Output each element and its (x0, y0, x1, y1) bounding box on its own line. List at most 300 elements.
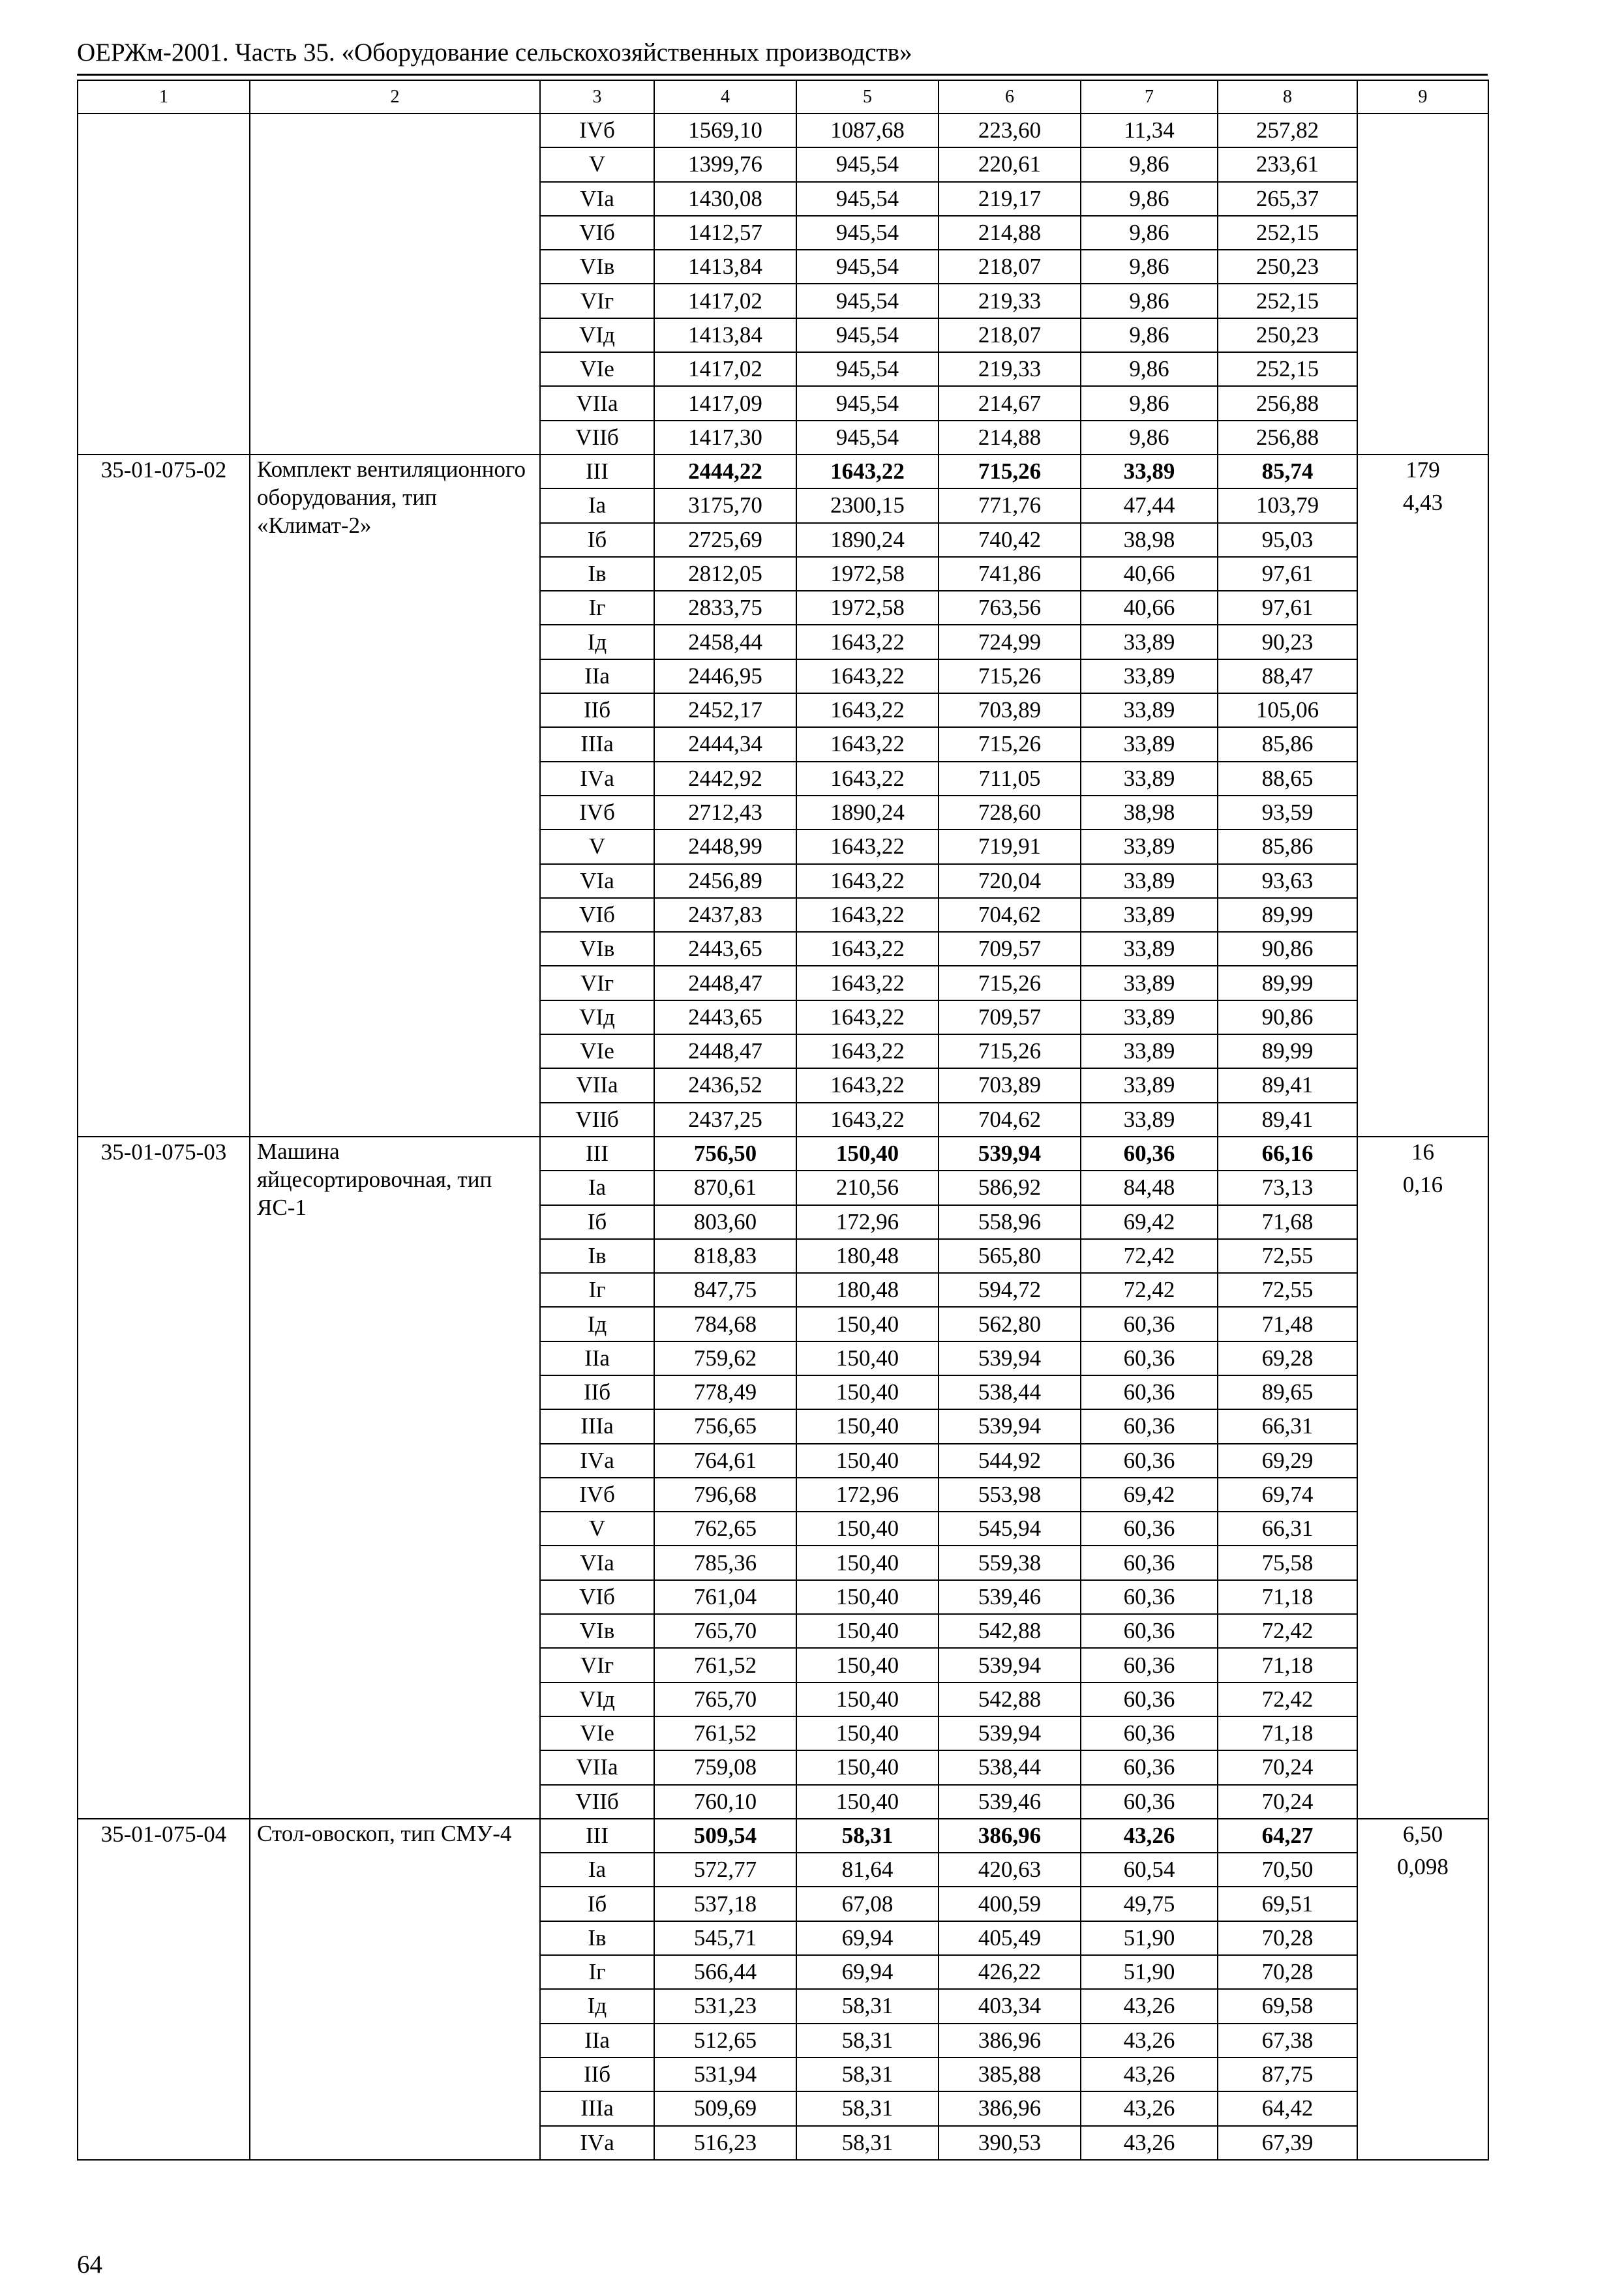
value-cell: 1643,22 (796, 1000, 939, 1034)
value-cell: 2443,65 (654, 932, 796, 966)
value-cell: 43,26 (1081, 1819, 1218, 1853)
value-cell: 386,96 (939, 2024, 1081, 2057)
value-cell: 172,96 (796, 1205, 939, 1239)
value-cell: 539,46 (939, 1785, 1081, 1819)
value-cell: 150,40 (796, 1648, 939, 1682)
value-cell: 2437,83 (654, 898, 796, 932)
zone-cell: VIе (540, 1034, 654, 1068)
value-cell: 945,54 (796, 182, 939, 216)
value-cell: 33,89 (1081, 830, 1218, 863)
value-cell: 796,68 (654, 1478, 796, 1512)
extra-value: 0,16 (1402, 1172, 1443, 1198)
value-cell: 150,40 (796, 1716, 939, 1750)
value-cell: 150,40 (796, 1785, 939, 1819)
item-name: Машина яйцесортировочная, тип ЯС-1 (250, 1137, 540, 1819)
value-cell: 250,23 (1218, 250, 1357, 284)
value-cell: 945,54 (796, 318, 939, 352)
value-cell: 38,98 (1081, 796, 1218, 830)
value-cell: 1417,30 (654, 421, 796, 455)
value-cell: 60,36 (1081, 1307, 1218, 1341)
value-cell: 70,28 (1218, 1955, 1357, 1989)
value-cell: 539,94 (939, 1409, 1081, 1443)
zone-cell: IIа (540, 659, 654, 693)
value-cell: 69,42 (1081, 1205, 1218, 1239)
value-cell: 60,36 (1081, 1341, 1218, 1375)
value-cell: 69,94 (796, 1955, 939, 1989)
zone-cell: VIIб (540, 1103, 654, 1137)
value-cell: 66,16 (1218, 1137, 1357, 1171)
value-cell: 84,48 (1081, 1171, 1218, 1204)
value-cell: 562,80 (939, 1307, 1081, 1341)
value-cell: 516,23 (654, 2126, 796, 2160)
value-cell: 90,86 (1218, 932, 1357, 966)
value-cell: 2300,15 (796, 488, 939, 522)
column-number-cell: 9 (1357, 80, 1488, 113)
value-cell: 538,44 (939, 1375, 1081, 1409)
zone-cell: V (540, 147, 654, 181)
zone-cell: Iв (540, 1921, 654, 1955)
table-row (78, 1137, 1488, 1171)
value-cell: 58,31 (796, 1989, 939, 2023)
value-cell: 803,60 (654, 1205, 796, 1239)
value-cell: 49,75 (1081, 1887, 1218, 1921)
value-cell: 93,63 (1218, 864, 1357, 898)
value-cell: 2443,65 (654, 1000, 796, 1034)
value-cell: 40,66 (1081, 557, 1218, 591)
value-cell: 586,92 (939, 1171, 1081, 1204)
value-cell: 945,54 (796, 250, 939, 284)
item-code: 35-01-075-02 (78, 455, 250, 1137)
value-cell: 715,26 (939, 966, 1081, 1000)
value-cell: 385,88 (939, 2057, 1081, 2091)
value-cell: 150,40 (796, 1409, 939, 1443)
value-cell: 69,94 (796, 1921, 939, 1955)
value-cell: 2458,44 (654, 625, 796, 659)
value-cell: 60,36 (1081, 1512, 1218, 1546)
zone-cell: V (540, 830, 654, 863)
value-cell: 72,55 (1218, 1273, 1357, 1307)
value-cell: 1643,22 (796, 830, 939, 863)
value-cell: 70,24 (1218, 1750, 1357, 1784)
value-cell: 1417,02 (654, 352, 796, 386)
value-cell: 594,72 (939, 1273, 1081, 1307)
value-cell: 33,89 (1081, 659, 1218, 693)
value-cell: 558,96 (939, 1205, 1081, 1239)
value-cell: 71,18 (1218, 1716, 1357, 1750)
value-cell: 71,48 (1218, 1307, 1357, 1341)
value-cell: 33,89 (1081, 455, 1218, 488)
value-cell: 256,88 (1218, 386, 1357, 420)
value-cell: 72,42 (1218, 1614, 1357, 1648)
value-cell: 33,89 (1081, 1068, 1218, 1102)
value-cell: 33,89 (1081, 1000, 1218, 1034)
zone-cell: III (540, 455, 654, 488)
item-name: Стол-овоскоп, тип СМУ-4 (250, 1819, 540, 2160)
value-cell: 60,36 (1081, 1648, 1218, 1682)
value-cell: 2444,22 (654, 455, 796, 488)
value-cell: 60,36 (1081, 1716, 1218, 1750)
value-cell: 1972,58 (796, 557, 939, 591)
value-cell: 257,82 (1218, 113, 1357, 147)
zone-cell: VIб (540, 216, 654, 250)
value-cell: 11,34 (1081, 113, 1218, 147)
value-cell: 2448,99 (654, 830, 796, 863)
value-cell: 252,15 (1218, 352, 1357, 386)
table-row (78, 113, 1488, 147)
value-cell: 704,62 (939, 1103, 1081, 1137)
value-cell: 252,15 (1218, 216, 1357, 250)
value-cell: 945,54 (796, 147, 939, 181)
value-cell: 88,47 (1218, 659, 1357, 693)
value-cell: 544,92 (939, 1444, 1081, 1478)
value-cell: 740,42 (939, 523, 1081, 557)
value-cell: 945,54 (796, 216, 939, 250)
value-cell: 763,56 (939, 591, 1081, 625)
value-cell: 60,36 (1081, 1137, 1218, 1171)
value-cell: 60,36 (1081, 1444, 1218, 1478)
zone-cell: Iв (540, 1239, 654, 1273)
value-cell: 150,40 (796, 1683, 939, 1716)
value-cell: 81,64 (796, 1853, 939, 1887)
zone-cell: IVа (540, 1444, 654, 1478)
value-cell: 405,49 (939, 1921, 1081, 1955)
value-cell: 9,86 (1081, 386, 1218, 420)
zone-cell: VIд (540, 1683, 654, 1716)
value-cell: 103,79 (1218, 488, 1357, 522)
value-cell: 390,53 (939, 2126, 1081, 2160)
value-cell: 71,18 (1218, 1580, 1357, 1614)
zone-cell: Iг (540, 1955, 654, 1989)
value-cell: 1413,84 (654, 318, 796, 352)
value-cell: 2436,52 (654, 1068, 796, 1102)
value-cell: 180,48 (796, 1273, 939, 1307)
zone-cell: VIв (540, 1614, 654, 1648)
value-cell: 1643,22 (796, 762, 939, 796)
zone-cell: Iа (540, 1171, 654, 1204)
value-cell: 715,26 (939, 455, 1081, 488)
zone-cell: IVа (540, 762, 654, 796)
value-cell: 1643,22 (796, 693, 939, 727)
zone-cell: IIа (540, 2024, 654, 2057)
value-cell: 66,31 (1218, 1512, 1357, 1546)
value-cell: 1087,68 (796, 113, 939, 147)
value-cell: 715,26 (939, 659, 1081, 693)
value-cell: 60,36 (1081, 1580, 1218, 1614)
value-cell: 72,42 (1081, 1239, 1218, 1273)
value-cell: 72,42 (1081, 1273, 1218, 1307)
value-cell: 33,89 (1081, 625, 1218, 659)
value-cell: 265,37 (1218, 182, 1357, 216)
value-cell: 60,36 (1081, 1546, 1218, 1579)
value-cell: 761,52 (654, 1716, 796, 1750)
value-cell: 9,86 (1081, 421, 1218, 455)
value-cell: 2725,69 (654, 523, 796, 557)
value-cell: 214,67 (939, 386, 1081, 420)
value-cell: 1890,24 (796, 523, 939, 557)
value-cell: 1417,02 (654, 284, 796, 318)
value-cell: 426,22 (939, 1955, 1081, 1989)
value-cell: 771,76 (939, 488, 1081, 522)
value-cell: 1643,22 (796, 1103, 939, 1137)
extra-value: 4,43 (1402, 490, 1443, 516)
value-cell: 60,36 (1081, 1614, 1218, 1648)
value-cell: 72,55 (1218, 1239, 1357, 1273)
zone-cell: Iд (540, 1989, 654, 2023)
value-cell: 58,31 (796, 2057, 939, 2091)
value-cell: 9,86 (1081, 147, 1218, 181)
value-cell: 223,60 (939, 113, 1081, 147)
price-table (77, 80, 1489, 2161)
zone-cell: IIIа (540, 2091, 654, 2125)
value-cell: 75,58 (1218, 1546, 1357, 1579)
column-number-cell: 3 (540, 80, 654, 113)
column-number-cell: 4 (654, 80, 796, 113)
zone-cell: Iд (540, 625, 654, 659)
value-cell: 71,18 (1218, 1648, 1357, 1682)
value-cell: 1430,08 (654, 182, 796, 216)
value-cell: 704,62 (939, 898, 1081, 932)
value-cell: 97,61 (1218, 557, 1357, 591)
value-cell: 703,89 (939, 693, 1081, 727)
column-number-cell: 8 (1218, 80, 1357, 113)
value-cell: 1399,76 (654, 147, 796, 181)
value-cell: 89,41 (1218, 1068, 1357, 1102)
zone-cell: VIа (540, 1546, 654, 1579)
zone-cell: VIг (540, 966, 654, 1000)
value-cell: 51,90 (1081, 1955, 1218, 1989)
value-cell: 66,31 (1218, 1409, 1357, 1443)
value-cell: 539,46 (939, 1580, 1081, 1614)
value-cell: 33,89 (1081, 932, 1218, 966)
value-cell: 531,94 (654, 2057, 796, 2091)
value-cell: 71,68 (1218, 1205, 1357, 1239)
value-cell: 60,36 (1081, 1785, 1218, 1819)
value-cell: 765,70 (654, 1614, 796, 1648)
value-cell: 545,94 (939, 1512, 1081, 1546)
value-cell: 9,86 (1081, 182, 1218, 216)
extra-value: 16 (1411, 1139, 1434, 1165)
value-cell: 60,36 (1081, 1409, 1218, 1443)
zone-cell: Iа (540, 1853, 654, 1887)
value-cell: 150,40 (796, 1375, 939, 1409)
value-cell: 73,13 (1218, 1171, 1357, 1204)
zone-cell: IVб (540, 796, 654, 830)
value-cell: 85,86 (1218, 727, 1357, 761)
zone-cell: Iг (540, 591, 654, 625)
zone-cell: IVа (540, 2126, 654, 2160)
value-cell: 1417,09 (654, 386, 796, 420)
value-cell: 33,89 (1081, 864, 1218, 898)
value-cell: 565,80 (939, 1239, 1081, 1273)
value-cell: 709,57 (939, 932, 1081, 966)
value-cell: 512,65 (654, 2024, 796, 2057)
zone-cell: VIе (540, 352, 654, 386)
value-cell: 1972,58 (796, 591, 939, 625)
value-cell: 759,08 (654, 1750, 796, 1784)
value-cell: 1643,22 (796, 1068, 939, 1102)
value-cell: 711,05 (939, 762, 1081, 796)
value-cell: 778,49 (654, 1375, 796, 1409)
zone-cell: Iа (540, 488, 654, 522)
value-cell: 539,94 (939, 1341, 1081, 1375)
value-cell: 703,89 (939, 1068, 1081, 1102)
item-code: 35-01-075-03 (78, 1137, 250, 1819)
zone-cell: VIб (540, 898, 654, 932)
value-cell: 70,50 (1218, 1853, 1357, 1887)
value-cell: 756,65 (654, 1409, 796, 1443)
value-cell: 90,23 (1218, 625, 1357, 659)
value-cell: 219,33 (939, 284, 1081, 318)
value-cell: 89,65 (1218, 1375, 1357, 1409)
value-cell: 97,61 (1218, 591, 1357, 625)
zone-cell: VIIа (540, 1068, 654, 1102)
value-cell: 58,31 (796, 2024, 939, 2057)
value-cell: 1643,22 (796, 966, 939, 1000)
value-cell: 2442,92 (654, 762, 796, 796)
header-rule (77, 74, 1488, 76)
value-cell: 43,26 (1081, 1989, 1218, 2023)
column-number-cell: 7 (1081, 80, 1218, 113)
value-cell: 33,89 (1081, 1103, 1218, 1137)
value-cell: 9,86 (1081, 250, 1218, 284)
value-cell: 51,90 (1081, 1921, 1218, 1955)
extra-value: 6,50 (1402, 1821, 1443, 1847)
value-cell: 150,40 (796, 1307, 939, 1341)
value-cell: 386,96 (939, 1819, 1081, 1853)
zone-cell: IVб (540, 1478, 654, 1512)
value-cell: 67,38 (1218, 2024, 1357, 2057)
zone-cell: Iг (540, 1273, 654, 1307)
value-cell: 1643,22 (796, 625, 939, 659)
item-name (250, 113, 540, 455)
value-cell: 33,89 (1081, 727, 1218, 761)
value-cell: 180,48 (796, 1239, 939, 1273)
zone-cell: IIб (540, 1375, 654, 1409)
zone-cell: IVб (540, 113, 654, 147)
value-cell: 9,86 (1081, 318, 1218, 352)
zone-cell: III (540, 1819, 654, 1853)
zone-cell: VIб (540, 1580, 654, 1614)
zone-cell: IIб (540, 693, 654, 727)
value-cell: 1643,22 (796, 932, 939, 966)
value-cell: 509,54 (654, 1819, 796, 1853)
extra-cell (1357, 113, 1488, 455)
value-cell: 542,88 (939, 1614, 1081, 1648)
value-cell: 386,96 (939, 2091, 1081, 2125)
zone-cell: VIд (540, 1000, 654, 1034)
value-cell: 2812,05 (654, 557, 796, 591)
column-number-row (78, 80, 1488, 113)
value-cell: 69,51 (1218, 1887, 1357, 1921)
item-name: Комплект вентиляционного оборудования, тип «Климат-2» (250, 455, 540, 1137)
value-cell: 33,89 (1081, 762, 1218, 796)
value-cell: 150,40 (796, 1614, 939, 1648)
value-cell: 1643,22 (796, 455, 939, 488)
value-cell: 220,61 (939, 147, 1081, 181)
item-code: 35-01-075-04 (78, 1819, 250, 2160)
value-cell: 2448,47 (654, 1034, 796, 1068)
value-cell: 818,83 (654, 1239, 796, 1273)
value-cell: 64,27 (1218, 1819, 1357, 1853)
zone-cell: VIв (540, 250, 654, 284)
value-cell: 403,34 (939, 1989, 1081, 2023)
value-cell: 566,44 (654, 1955, 796, 1989)
value-cell: 40,66 (1081, 591, 1218, 625)
value-cell: 559,38 (939, 1546, 1081, 1579)
zone-cell: VIа (540, 182, 654, 216)
value-cell: 33,89 (1081, 966, 1218, 1000)
zone-cell: VIIа (540, 386, 654, 420)
value-cell: 38,98 (1081, 523, 1218, 557)
value-cell: 60,36 (1081, 1375, 1218, 1409)
value-cell: 150,40 (796, 1580, 939, 1614)
table-row (78, 455, 1488, 488)
value-cell: 214,88 (939, 421, 1081, 455)
value-cell: 43,26 (1081, 2126, 1218, 2160)
value-cell: 545,71 (654, 1921, 796, 1955)
column-number-cell: 5 (796, 80, 939, 113)
value-cell: 69,42 (1081, 1478, 1218, 1512)
value-cell: 88,65 (1218, 762, 1357, 796)
value-cell: 1643,22 (796, 864, 939, 898)
value-cell: 762,65 (654, 1512, 796, 1546)
value-cell: 420,63 (939, 1853, 1081, 1887)
value-cell: 69,28 (1218, 1341, 1357, 1375)
value-cell: 218,07 (939, 318, 1081, 352)
value-cell: 89,99 (1218, 1034, 1357, 1068)
value-cell: 945,54 (796, 284, 939, 318)
value-cell: 105,06 (1218, 693, 1357, 727)
zone-cell: Iб (540, 523, 654, 557)
value-cell: 542,88 (939, 1683, 1081, 1716)
price-table-body (78, 80, 1488, 2160)
value-cell: 400,59 (939, 1887, 1081, 1921)
value-cell: 759,62 (654, 1341, 796, 1375)
zone-cell: VIв (540, 932, 654, 966)
value-cell: 3175,70 (654, 488, 796, 522)
value-cell: 172,96 (796, 1478, 939, 1512)
extra-value: 0,098 (1397, 1854, 1449, 1880)
value-cell: 87,75 (1218, 2057, 1357, 2091)
value-cell: 58,31 (796, 2126, 939, 2160)
value-cell: 250,23 (1218, 318, 1357, 352)
value-cell: 89,41 (1218, 1103, 1357, 1137)
table-row (78, 1819, 1488, 1853)
value-cell: 93,59 (1218, 796, 1357, 830)
zone-cell: IIа (540, 1341, 654, 1375)
zone-cell: VIд (540, 318, 654, 352)
value-cell: 33,89 (1081, 1034, 1218, 1068)
value-cell: 150,40 (796, 1341, 939, 1375)
value-cell: 1890,24 (796, 796, 939, 830)
value-cell: 214,88 (939, 216, 1081, 250)
value-cell: 715,26 (939, 727, 1081, 761)
value-cell: 1643,22 (796, 659, 939, 693)
value-cell: 945,54 (796, 352, 939, 386)
value-cell: 2448,47 (654, 966, 796, 1000)
value-cell: 89,99 (1218, 898, 1357, 932)
zone-cell: VIIб (540, 1785, 654, 1819)
value-cell: 728,60 (939, 796, 1081, 830)
value-cell: 2437,25 (654, 1103, 796, 1137)
value-cell: 69,74 (1218, 1478, 1357, 1512)
extra-cell (1357, 1819, 1488, 2160)
value-cell: 2456,89 (654, 864, 796, 898)
value-cell: 2712,43 (654, 796, 796, 830)
zone-cell: Iб (540, 1887, 654, 1921)
value-cell: 1413,84 (654, 250, 796, 284)
extra-cell (1357, 455, 1488, 1137)
